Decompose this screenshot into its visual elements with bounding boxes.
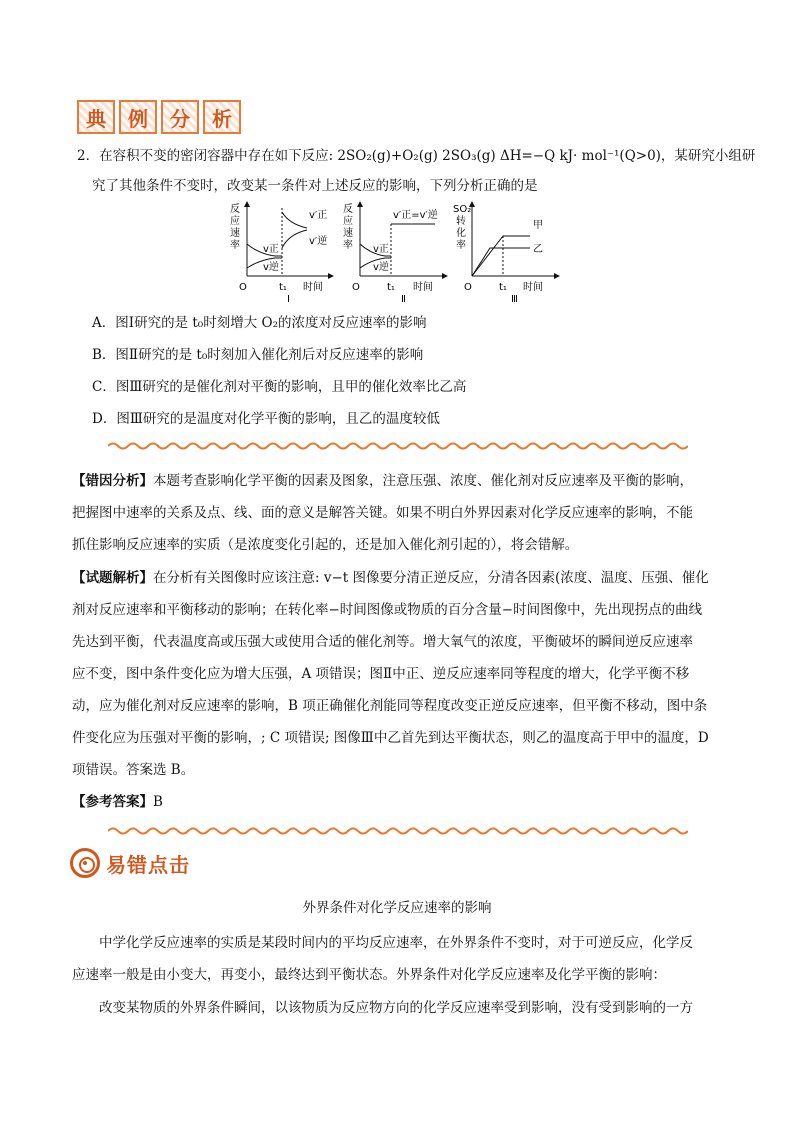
body-line: 应速率一般是由小变大，再变小，最终达到平衡状态。外界条件对化学反应速率及化学平衡的影响： — [72, 967, 666, 983]
y-label-char: 应 — [230, 216, 240, 227]
origin-label: O — [464, 282, 472, 293]
origin-label: O — [239, 282, 247, 293]
error-analysis-line: 把握图中速率的关系及点、线、面的意义是解答关键。如果不明白外界因素对化学反应速率的影响，不能 — [72, 505, 693, 521]
y-label-char: SO₂ — [453, 204, 472, 215]
graph-1 — [230, 202, 333, 305]
option-a: A．图Ⅰ研究的是 t₀时刻增大 O₂的浓度对反应速率的影响 — [92, 315, 427, 331]
roman-label: Ⅰ — [287, 294, 290, 305]
solution-line: 项错误。答案选 B。 — [72, 762, 195, 778]
curve-label: 甲 — [533, 220, 543, 231]
wave-divider — [108, 441, 688, 451]
y-label-char: 率 — [343, 240, 353, 251]
origin-label: O — [352, 282, 360, 293]
header-tile: 典 — [77, 100, 115, 134]
y-label-char: 化 — [456, 228, 466, 239]
y-label-char: 反 — [343, 204, 353, 215]
x-label: 时间 — [523, 282, 543, 293]
section-subtitle: 外界条件对化学反应速率的影响 — [302, 900, 492, 916]
header-tile: 析 — [203, 100, 241, 134]
t1-label: t₁ — [279, 282, 287, 293]
curve-label: 乙 — [533, 244, 543, 255]
option-d: D．图Ⅲ研究的是温度对化学平衡的影响，且乙的温度较低 — [92, 411, 440, 427]
solution-tag: 【试题解析】 — [72, 570, 153, 586]
graph-3 — [453, 202, 559, 305]
y-label-char: 应 — [343, 216, 353, 227]
solution-line: 剂对反应速率和平衡移动的影响；在转化率−时间图像或物质的百分含量−时间图像中，先出现拐点的曲线 — [72, 602, 703, 618]
error-analysis-line: 抓住影响反应速率的实质（是浓度变化引起的，还是加入催化剂引起的），将会错解。 — [72, 537, 579, 553]
roman-label: Ⅲ — [511, 294, 518, 305]
rate-graphs — [225, 198, 565, 306]
y-label-char: 转 — [456, 216, 466, 227]
curve-label: v′正=v′逆 — [393, 210, 438, 221]
body-line: 改变某物质的外界条件瞬间，以该物质为反应物方向的化学反应速率受到影响，没有受到影响的一方 — [99, 1000, 693, 1016]
solution-line: 应不变，图中条件变化应为增大压强，A 项错误；图Ⅱ中正、逆反应速率同等程度的增大，化学平衡不移 — [72, 666, 690, 682]
curve-label: v逆 — [263, 262, 279, 273]
y-label-char: 率 — [456, 240, 466, 251]
section-header-typical-examples — [77, 100, 241, 134]
x-label: 时间 — [413, 282, 433, 293]
solution-line: 【试题解析】在分析有关图像时应该注意: v−t 图像要分清正逆反应，分清各因素(浓度、温度、压强、催化 — [72, 570, 709, 586]
target-icon — [70, 848, 100, 878]
solution-line: 件变化应为压强对平衡的影响，; C 项错误; 图像Ⅲ中乙首先到达平衡状态，则乙的温度高于甲中的温度，D — [72, 730, 709, 746]
curve-yi — [472, 248, 530, 276]
y-label-char: 速 — [343, 228, 353, 239]
curve-jia — [472, 236, 530, 276]
y-label-char: 率 — [230, 240, 240, 251]
answer-tag: 【参考答案】 — [72, 794, 153, 810]
curve-v-reverse-prime — [282, 230, 307, 248]
x-label: 时间 — [303, 282, 323, 293]
option-c: C．图Ⅲ研究的是催化剂对平衡的影响，且甲的催化效率比乙高 — [92, 379, 467, 395]
error-analysis-tag: 【错因分析】 — [72, 473, 153, 489]
curve-label: v正 — [373, 244, 389, 255]
header-tile: 分 — [161, 100, 199, 134]
y-label-char: 反 — [230, 204, 240, 215]
curve-label: v正 — [263, 244, 279, 255]
wave-divider — [108, 826, 688, 836]
graph-2 — [343, 202, 447, 305]
body-line: 中学化学反应速率的实质是某段时间内的平均反应速率，在外界条件不变时，对于可逆反应，化学反 — [99, 935, 693, 951]
error-analysis-line: 【错因分析】本题考查影响化学平衡的因素及图象，注意压强、浓度、催化剂对反应速率及平衡的影响， — [72, 473, 693, 489]
roman-label: Ⅱ — [401, 294, 406, 305]
question-line-2: 究了其他条件不变时，改变某一条件对上述反应的影响，下列分析正确的是 — [92, 178, 538, 194]
curve-v-forward-prime — [282, 212, 307, 228]
question-line-1: 2．在容积不变的密闭容器中存在如下反应: 2SO₂(g)+O₂(g) 2SO₃(g) ΔH=−Q kJ· mol⁻¹(Q>0)，某研究小组研 — [77, 148, 756, 164]
t1-label: t₁ — [499, 282, 507, 293]
header-tile: 例 — [119, 100, 157, 134]
solution-line: 先达到平衡，代表温度高或压强大或使用合适的催化剂等。增大氧气的浓度，平衡破坏的瞬间逆反应速率 — [72, 634, 693, 650]
curve-label: v′逆 — [309, 236, 328, 247]
option-b: B．图Ⅱ研究的是 t₀时刻加入催化剂后对反应速率的影响 — [92, 347, 424, 363]
section-header-common-errors — [70, 848, 190, 878]
t1-label: t₁ — [387, 282, 395, 293]
section-title: 易错点击 — [106, 852, 190, 877]
solution-line: 动，应为催化剂对反应速率的影响，B 项正确催化剂能同等程度改变正逆反应速率，但平衡不移动，图中条 — [72, 698, 708, 714]
curve-label: v′正 — [309, 210, 328, 221]
curve-label: v逆 — [373, 262, 389, 273]
y-label-char: 速 — [230, 228, 240, 239]
answer-value: B — [153, 794, 163, 810]
answer-line — [72, 789, 724, 816]
